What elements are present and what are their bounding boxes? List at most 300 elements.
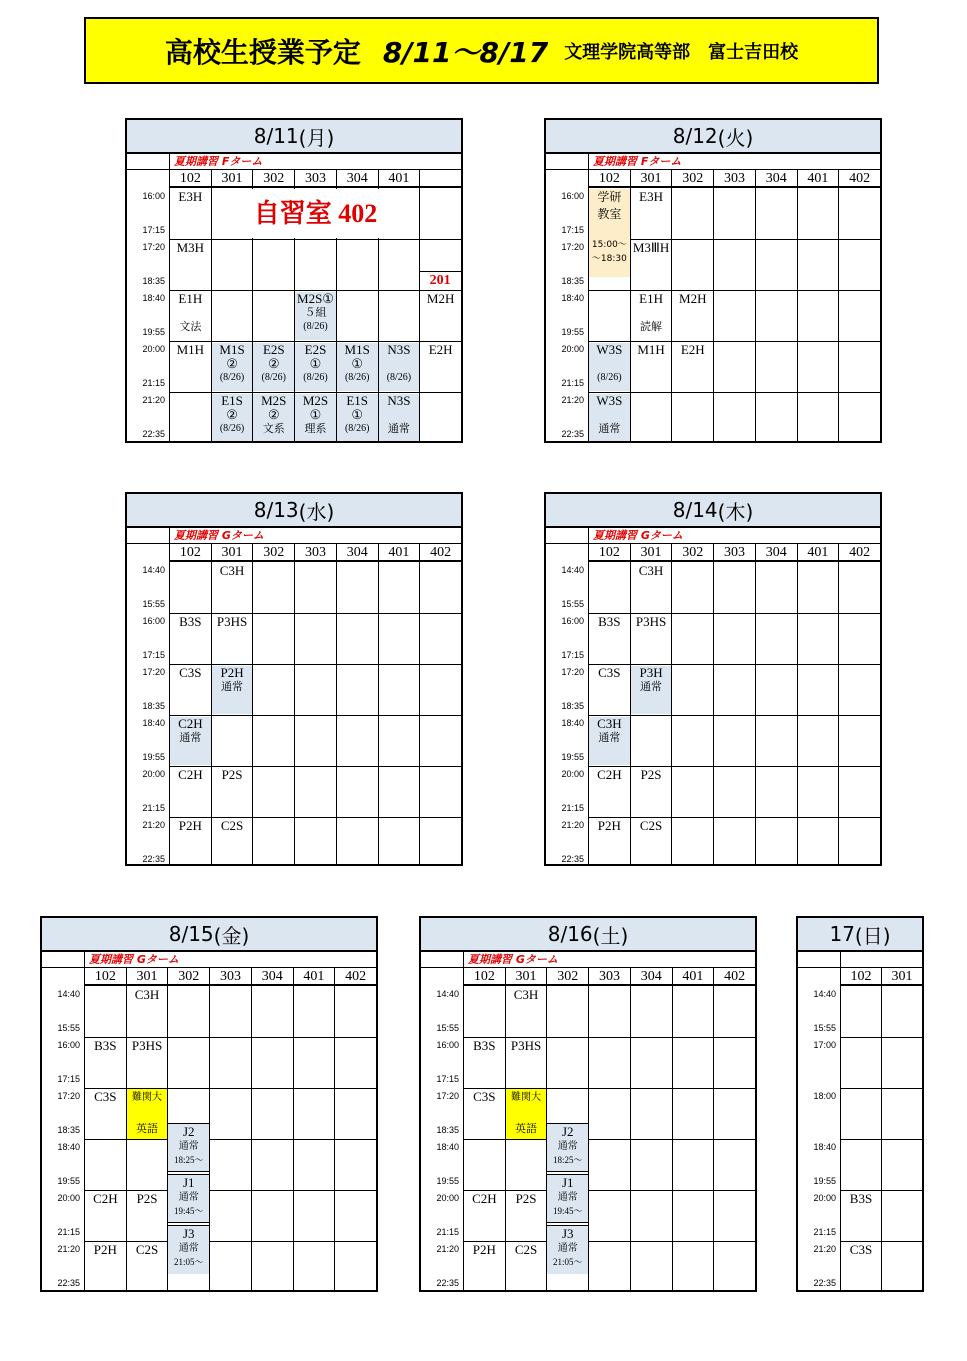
- term-label: 夏期講習 Gターム: [169, 528, 461, 544]
- day-schedule-0: [125, 118, 463, 443]
- room-header: 304: [251, 968, 293, 986]
- time-start: 20:00: [813, 1193, 836, 1203]
- term-label: 夏期講習 Gターム: [463, 952, 755, 968]
- time-end: 22:35: [561, 429, 584, 439]
- class-cell: [170, 241, 211, 289]
- cell-line: M2H: [426, 292, 455, 306]
- room-header: [419, 170, 461, 188]
- grid-column-line: [630, 986, 631, 1290]
- cell-line: ①: [351, 356, 364, 371]
- cell-line: M1H: [176, 343, 205, 357]
- room-header: 302: [252, 170, 294, 188]
- row-divider: [840, 1241, 922, 1242]
- j-class-cell: [168, 1174, 209, 1223]
- grid-column-line: [838, 188, 839, 441]
- cell-line: 通常: [598, 422, 621, 435]
- cell-line: ①: [309, 407, 322, 422]
- grid-column-line: [922, 986, 923, 1290]
- day-date: 8/16: [547, 922, 593, 946]
- term-label: 夏期講習 Fターム: [169, 154, 461, 170]
- day-schedule-2: [125, 492, 463, 866]
- class-cell: [506, 1192, 547, 1240]
- cell-line: ②: [226, 407, 238, 422]
- cell-line: E2H: [428, 343, 453, 357]
- special-label-1: 難関大: [132, 1092, 163, 1103]
- j-class-type: 通常: [557, 1192, 578, 1203]
- class-cell: [631, 292, 672, 340]
- cell-line: M2S: [261, 394, 287, 408]
- class-cell: [631, 819, 672, 866]
- row-divider: [588, 239, 880, 240]
- cell-line: C2H: [472, 1192, 497, 1206]
- class-cell: [672, 343, 713, 391]
- time-start: 17:20: [142, 667, 165, 677]
- cell-line: C2S: [135, 1243, 159, 1257]
- room-header: 303: [713, 170, 755, 188]
- term-strip: [546, 154, 588, 170]
- class-cell: [589, 819, 630, 866]
- cell-line: M2H: [679, 292, 707, 306]
- gakken-room-cell: [589, 189, 630, 277]
- time-start: 20:00: [57, 1193, 80, 1203]
- day-of-week: (月): [298, 125, 335, 150]
- grid-column-line: [419, 562, 420, 864]
- room-header: 301: [126, 968, 168, 986]
- cell-line: (8/26): [386, 372, 412, 383]
- cell-line: M1H: [637, 343, 665, 357]
- j-class-name: J3: [561, 1226, 574, 1241]
- class-cell: [631, 190, 672, 238]
- j-class-time: 18:25〜: [553, 1155, 583, 1165]
- term-strip: [127, 154, 169, 170]
- time-end: 21:15: [561, 378, 584, 388]
- j-class-time: 21:05〜: [553, 1257, 583, 1267]
- cell-line: C3H: [513, 988, 539, 1002]
- row-divider: [169, 664, 461, 665]
- class-cell: [212, 768, 253, 816]
- time-start: 14:40: [142, 565, 165, 575]
- grid-column-line: [713, 562, 714, 864]
- day-date: 8/13: [253, 498, 299, 522]
- row-divider: [588, 715, 880, 716]
- room-header: 304: [755, 544, 797, 562]
- room-header: 301: [630, 170, 672, 188]
- cell-line: (8/26): [261, 372, 286, 383]
- time-start: 17:00: [813, 1040, 836, 1050]
- time-end: 19:55: [57, 1176, 80, 1186]
- class-cell: [85, 1243, 126, 1291]
- row-divider: [840, 1088, 922, 1089]
- cell-line: E3H: [178, 190, 203, 204]
- row-divider: [84, 1190, 376, 1191]
- term-strip: [546, 528, 588, 544]
- time-end: 17:15: [142, 225, 165, 235]
- grid-column-line: [755, 562, 756, 864]
- cell-line: B3S: [94, 1039, 117, 1053]
- cell-line: P3HS: [510, 1039, 542, 1053]
- time-start: 14:40: [436, 989, 459, 999]
- cell-line: E1S: [346, 394, 369, 408]
- row-divider: [169, 715, 461, 716]
- time-end: 21:15: [436, 1227, 459, 1237]
- cell-line: P2S: [640, 768, 662, 782]
- cell-line: E2H: [680, 343, 705, 357]
- time-end: 21:15: [561, 803, 584, 813]
- time-end: 15:55: [813, 1023, 836, 1033]
- time-end: 19:55: [561, 752, 584, 762]
- class-cell: [420, 343, 461, 391]
- row-divider: [588, 392, 880, 393]
- cell-line: 通常: [387, 422, 410, 435]
- row-divider: [588, 613, 880, 614]
- grid-column-line: [672, 986, 673, 1290]
- grid-column-line: [588, 986, 589, 1290]
- time-end: 21:15: [142, 803, 165, 813]
- time-end: 19:55: [813, 1176, 836, 1186]
- time-start: 21:20: [142, 395, 165, 405]
- time-start: 21:20: [142, 820, 165, 830]
- cell-line: C3H: [638, 564, 664, 578]
- room-header: 102: [588, 544, 630, 562]
- cell-line: 通常: [221, 680, 244, 693]
- special-label-2: 英語: [136, 1122, 159, 1135]
- day-schedule-5: [419, 916, 757, 1292]
- cell-line: ②: [226, 356, 238, 371]
- class-cell: [337, 394, 378, 442]
- time-start: 16:00: [561, 616, 584, 626]
- cell-line: (8/26): [303, 372, 328, 383]
- cell-line: E1S: [221, 394, 243, 408]
- cell-line: ②: [267, 356, 280, 371]
- cell-line: C2S: [514, 1243, 538, 1257]
- day-date: 8/11: [253, 124, 299, 148]
- j-class-name: J1: [561, 1175, 574, 1190]
- row-divider: [169, 392, 461, 393]
- class-cell: [506, 1039, 547, 1087]
- cell-line: P2H: [93, 1243, 117, 1257]
- row-divider: [463, 1241, 755, 1242]
- row-divider: [588, 664, 880, 665]
- room-header: 401: [797, 544, 839, 562]
- row-divider: [588, 766, 880, 767]
- room-header: 402: [838, 170, 880, 188]
- term-strip: [42, 952, 84, 968]
- grid-column-line: [251, 986, 252, 1290]
- time-start: 18:40: [142, 718, 165, 728]
- time-end: 18:35: [142, 701, 165, 711]
- grid-column-line: [755, 986, 756, 1290]
- special-class-cell: [506, 1089, 547, 1139]
- cell-line: 理系: [304, 422, 327, 435]
- time-start: 17:20: [561, 242, 584, 252]
- row-divider: [169, 766, 461, 767]
- room-header: 102: [463, 968, 505, 986]
- time-end: 19:55: [142, 327, 165, 337]
- day-of-week: (火): [717, 125, 754, 150]
- room-header: 301: [630, 544, 672, 562]
- cell-line: ①: [309, 356, 322, 371]
- time-start: 18:40: [142, 293, 165, 303]
- class-cell: [506, 988, 547, 1036]
- class-cell: [631, 666, 672, 714]
- cell-line: B3S: [473, 1039, 496, 1053]
- class-cell: [841, 1192, 881, 1240]
- cell-line: 通常: [179, 731, 202, 744]
- room-header: 302: [252, 544, 294, 562]
- cell-line: (8/26): [344, 423, 370, 434]
- time-start: 16:00: [561, 191, 584, 201]
- row-divider: [169, 613, 461, 614]
- row-divider: [84, 1037, 376, 1038]
- room-header: 401: [672, 968, 714, 986]
- j-class-type: 通常: [557, 1141, 578, 1152]
- row-divider: [840, 1037, 922, 1038]
- room-header: 304: [755, 170, 797, 188]
- class-cell: [212, 666, 253, 714]
- day-header: [421, 918, 755, 952]
- room-header: 303: [588, 968, 630, 986]
- day-date: 8/14: [672, 498, 718, 522]
- class-cell: [295, 394, 336, 442]
- room-header: 402: [713, 968, 755, 986]
- class-cell: [464, 1192, 505, 1240]
- time-start: 17:20: [436, 1091, 459, 1101]
- cell-line: B3S: [598, 615, 621, 629]
- grid-column-line: [880, 188, 881, 441]
- room-header: 303: [294, 544, 336, 562]
- class-cell: [295, 292, 336, 340]
- grid-column-line: [713, 188, 714, 441]
- class-cell: [589, 394, 630, 442]
- time-end: 22:35: [813, 1278, 836, 1288]
- gakken-label: 学研 教室: [597, 190, 622, 221]
- time-start: 14:40: [57, 989, 80, 999]
- grid-column-line: [881, 986, 882, 1290]
- time-start: 18:40: [813, 1142, 836, 1152]
- extra-room-201: 201: [429, 273, 451, 288]
- time-start: 20:00: [561, 769, 584, 779]
- day-schedule-4: [40, 916, 378, 1292]
- cell-line: E1H: [639, 292, 663, 306]
- grid-column-line: [293, 986, 294, 1290]
- day-date: 17: [829, 922, 855, 946]
- day-date: 8/12: [672, 124, 718, 148]
- cell-line: M1S: [344, 343, 370, 357]
- class-cell: [631, 343, 672, 391]
- study-room-notice: 自習室 402: [212, 189, 420, 238]
- day-header: [42, 918, 376, 952]
- time-start: 17:20: [142, 242, 165, 252]
- cell-line: P3HS: [216, 615, 248, 629]
- cell-line: ②: [267, 407, 280, 422]
- special-label-2: 英語: [515, 1122, 538, 1135]
- time-start: 18:40: [57, 1142, 80, 1152]
- cell-line: M3H: [176, 241, 205, 255]
- j-class-cell: [168, 1225, 209, 1274]
- cell-line: B3S: [179, 615, 202, 629]
- class-cell: [464, 1039, 505, 1087]
- grid-column-line: [838, 562, 839, 864]
- class-cell: [379, 394, 420, 442]
- cell-line: C3H: [597, 717, 622, 731]
- grid-column-line: [294, 562, 295, 864]
- cell-line: P2S: [221, 768, 243, 782]
- j-class-cell: [547, 1123, 588, 1172]
- cell-line: 文法: [179, 320, 202, 333]
- grid-column-line: [378, 562, 379, 864]
- time-start: 16:00: [142, 191, 165, 201]
- time-end: 21:15: [57, 1227, 80, 1237]
- cell-line: C2S: [639, 819, 663, 833]
- day-header: [798, 918, 922, 952]
- cell-line: M2S①: [297, 292, 334, 306]
- time-end: 21:15: [813, 1227, 836, 1237]
- time-end: 18:35: [561, 276, 584, 286]
- cell-line: (8/26): [219, 423, 245, 434]
- j-class-name: J3: [182, 1226, 195, 1241]
- j-class-cell: [168, 1123, 209, 1172]
- time-start: 14:40: [813, 989, 836, 999]
- class-cell: [631, 564, 672, 612]
- cell-line: (8/26): [597, 372, 622, 383]
- row-divider: [840, 1190, 922, 1191]
- time-start: 17:20: [561, 667, 584, 677]
- room-header: 402: [838, 544, 880, 562]
- room-header: 301: [881, 968, 922, 986]
- time-start: 20:00: [142, 769, 165, 779]
- class-cell: [170, 819, 211, 866]
- day-of-week: (日): [854, 923, 891, 948]
- cell-line: (8/26): [344, 372, 370, 383]
- class-cell: [212, 615, 253, 663]
- row-divider: [463, 1139, 755, 1140]
- grid-column-line: [336, 562, 337, 864]
- time-start: 21:20: [57, 1244, 80, 1254]
- time-start: 20:00: [436, 1193, 459, 1203]
- room-header: 304: [336, 544, 378, 562]
- room-header: 302: [546, 968, 588, 986]
- time-end: 22:35: [57, 1278, 80, 1288]
- class-cell: [170, 768, 211, 816]
- time-start: 16:00: [436, 1040, 459, 1050]
- cell-line: 通常: [640, 680, 663, 693]
- j-class-time: 18:25〜: [174, 1155, 204, 1165]
- row-divider: [84, 1139, 376, 1140]
- class-cell: [631, 241, 672, 289]
- j-class-time: 21:05〜: [174, 1257, 204, 1267]
- grid-column-line: [376, 986, 377, 1290]
- room-header: 303: [294, 170, 336, 188]
- special-class-cell: [127, 1089, 168, 1139]
- time-start: 20:00: [142, 344, 165, 354]
- class-cell: [589, 717, 630, 765]
- room-header: 304: [630, 968, 672, 986]
- time-end: 15:55: [561, 599, 584, 609]
- term-strip: [127, 528, 169, 544]
- day-date: 8/15: [168, 922, 214, 946]
- row-divider: [84, 1241, 376, 1242]
- time-start: 16:00: [142, 616, 165, 626]
- cell-line: [589, 357, 630, 371]
- time-end: 18:35: [561, 701, 584, 711]
- time-start: 17:20: [57, 1091, 80, 1101]
- term-strip: [421, 952, 463, 968]
- cell-line: M3ⅢH: [632, 241, 670, 255]
- j-class-name: J1: [182, 1175, 195, 1190]
- special-label-1: 難関大: [511, 1092, 542, 1103]
- time-start: 16:00: [57, 1040, 80, 1050]
- class-cell: [337, 343, 378, 391]
- class-cell: [170, 343, 211, 391]
- grid-column-line: [209, 986, 210, 1290]
- class-cell: [127, 1192, 168, 1240]
- cell-line: E3H: [639, 190, 663, 204]
- cell-line: C3H: [134, 988, 160, 1002]
- banner-dates: 8/11〜8/17: [382, 35, 549, 69]
- cell-line: W3S: [596, 343, 623, 357]
- row-divider: [169, 817, 461, 818]
- grid-column-line: [755, 188, 756, 441]
- room-header: 301: [505, 968, 547, 986]
- cell-line: C2H: [178, 717, 203, 731]
- row-divider: [169, 290, 461, 291]
- room-header: 102: [169, 544, 211, 562]
- cell-line: 読解: [640, 320, 663, 333]
- class-cell: [212, 343, 253, 391]
- cell-line: N3S: [387, 394, 411, 408]
- term-label: 夏期講習 Gターム: [84, 952, 376, 968]
- cell-line: C3S: [598, 666, 621, 680]
- banner-school: 文理学院高等部 富士吉田校: [564, 41, 799, 63]
- class-cell: [841, 1243, 881, 1291]
- cell-line: (8/26): [303, 321, 328, 332]
- class-cell: [672, 292, 713, 340]
- cell-line: C2H: [178, 768, 203, 782]
- room-header: 304: [336, 170, 378, 188]
- time-end: 18:35: [436, 1125, 459, 1135]
- row-divider: [463, 1190, 755, 1191]
- banner-title: 高校生授業予定: [164, 35, 361, 69]
- class-cell: [170, 190, 211, 238]
- room-header-filler: [880, 170, 881, 188]
- term-strip: [798, 952, 840, 968]
- time-end: 22:35: [142, 854, 165, 864]
- term-label: 夏期講習 Gターム: [588, 528, 880, 544]
- cell-line: P2H: [178, 819, 202, 833]
- row-divider: [169, 239, 461, 240]
- grid-column-line: [713, 986, 714, 1290]
- grid-column-line: [797, 188, 798, 441]
- class-cell: [127, 1039, 168, 1087]
- room-header-filler: [755, 968, 756, 986]
- room-header: 401: [797, 170, 839, 188]
- cell-line: P3HS: [635, 615, 667, 629]
- time-end: 19:55: [561, 327, 584, 337]
- term-label: [840, 952, 922, 968]
- cell-line: E1H: [178, 292, 203, 306]
- cell-line: C3S: [473, 1090, 496, 1104]
- grid-column-line: [461, 562, 462, 864]
- class-cell: [85, 1192, 126, 1240]
- time-end: 21:15: [142, 378, 165, 388]
- day-of-week: (木): [717, 499, 754, 524]
- j-class-time: 19:45〜: [553, 1206, 583, 1216]
- time-end: 15:55: [436, 1023, 459, 1033]
- time-end: 22:35: [142, 429, 165, 439]
- cell-line: [589, 408, 630, 422]
- class-cell: [253, 343, 294, 391]
- class-cell: [589, 343, 630, 391]
